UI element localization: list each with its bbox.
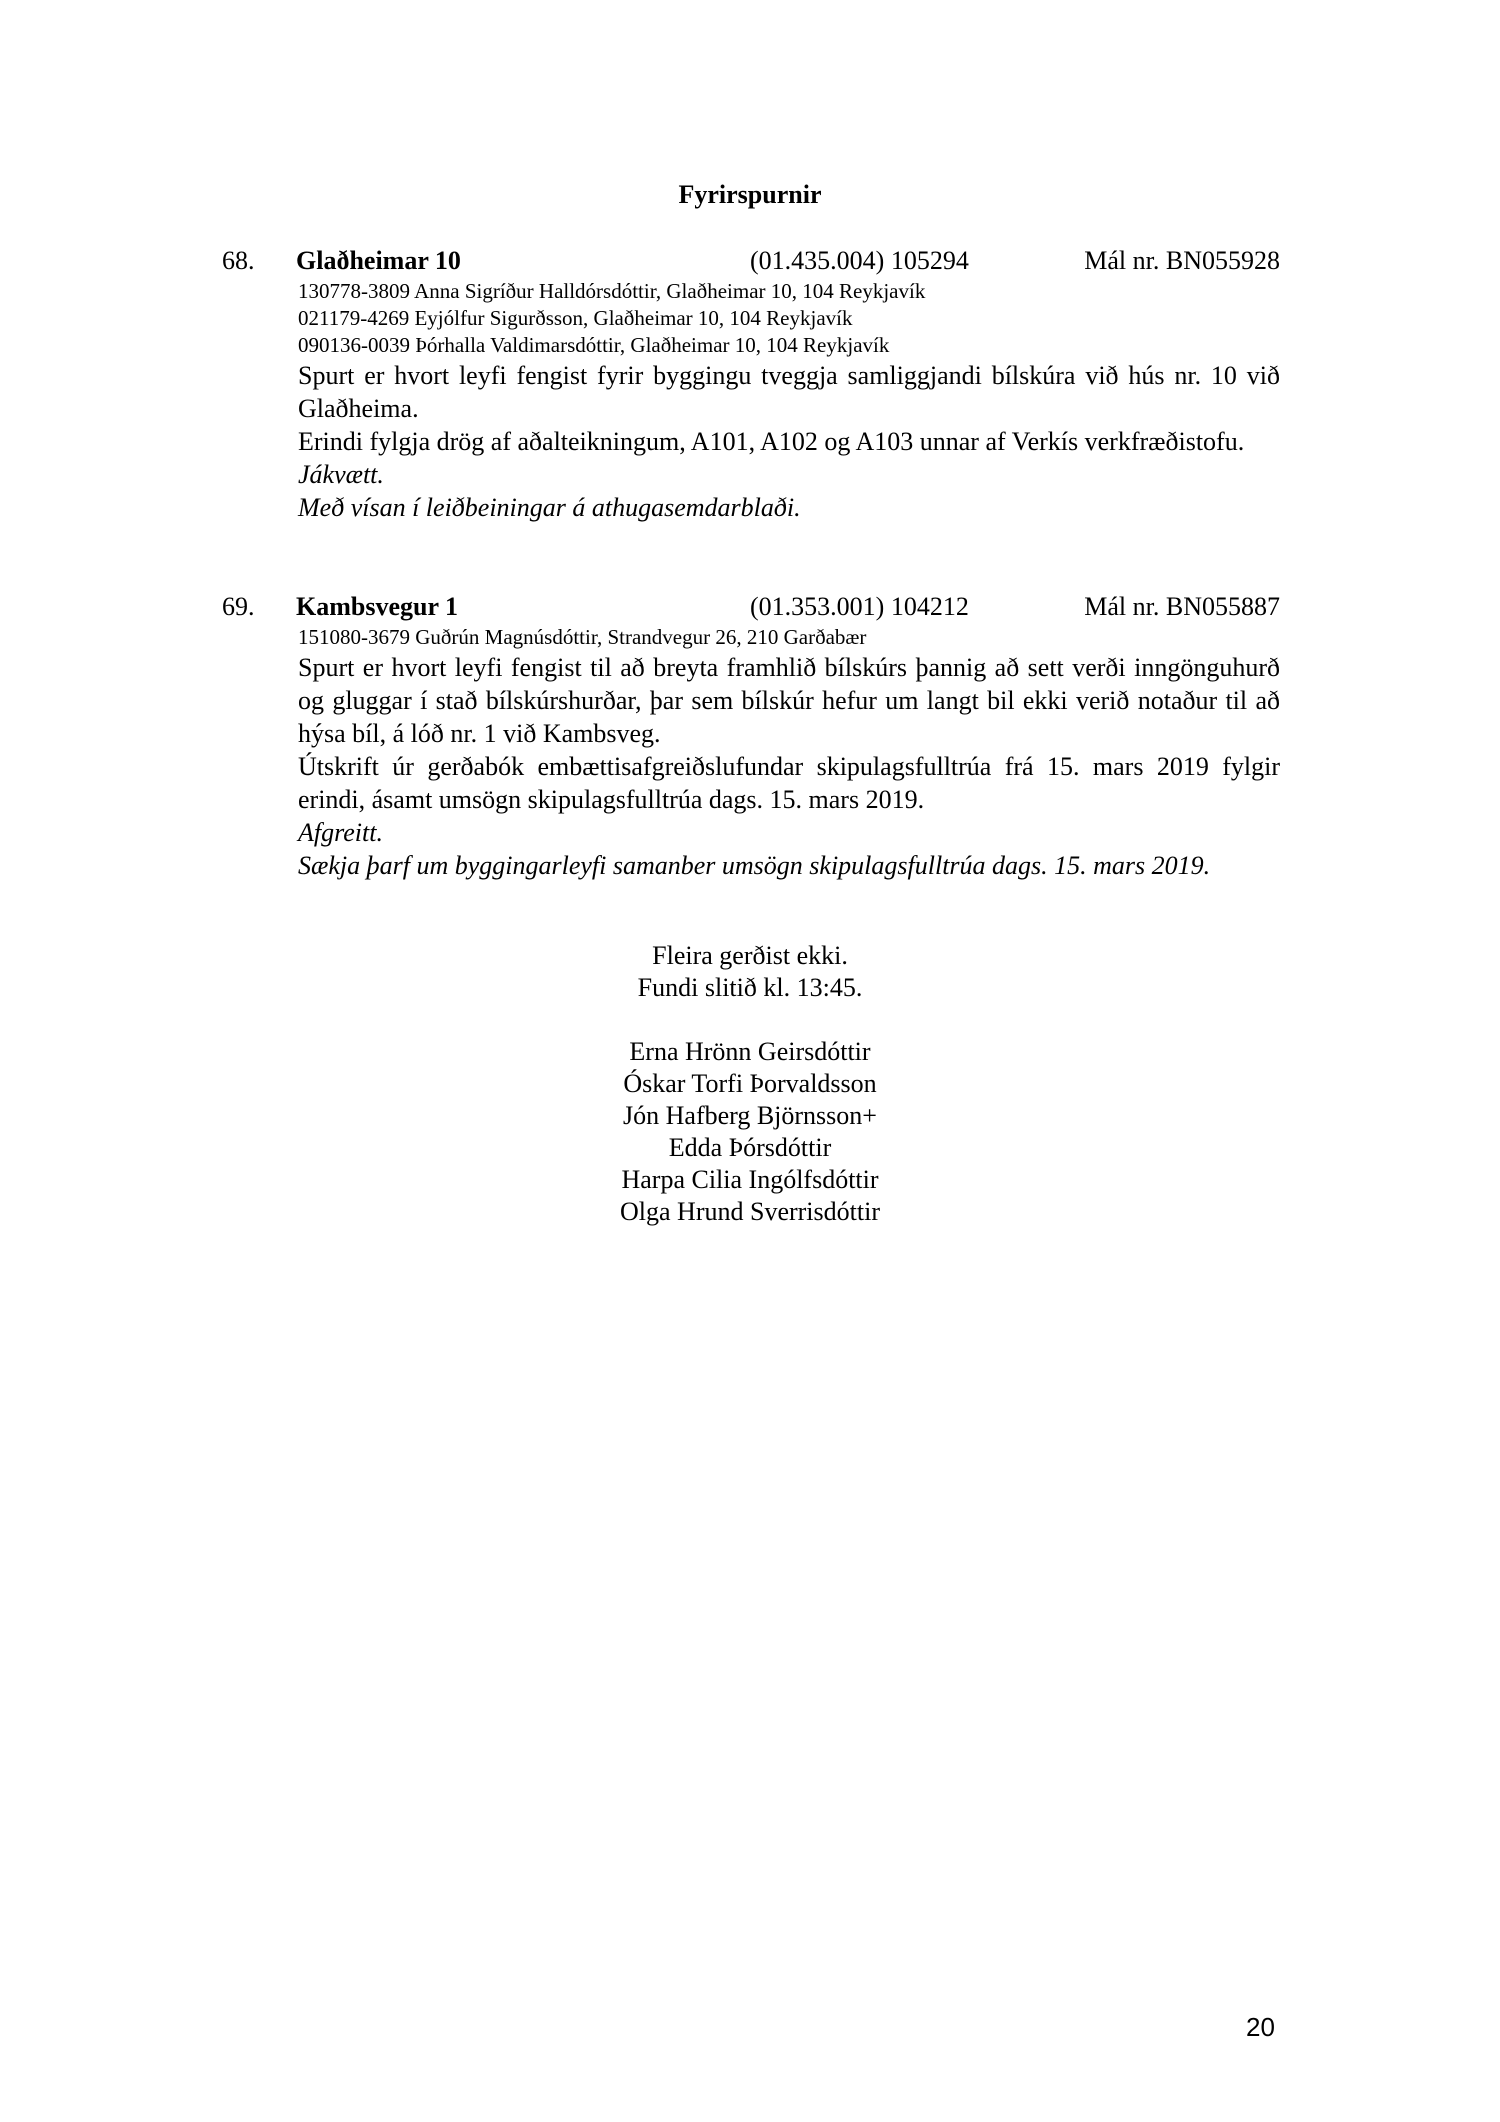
description-paragraph: Erindi fylgja drög af aðalteikningum, A101, A102 og A103 unnar af Verkís verkfræðistofu. bbox=[298, 427, 1245, 456]
closing-block bbox=[0, 940, 1500, 1004]
signatory: Jón Hafberg Björnsson+ bbox=[623, 1101, 877, 1130]
signatory: Erna Hrönn Geirsdóttir bbox=[629, 1037, 871, 1066]
signatory: Olga Hrund Sverrisdóttir bbox=[620, 1197, 880, 1226]
section-title: Fyrirspurnir bbox=[678, 180, 822, 209]
meeting-end-line: Fundi slitið kl. 13:45. bbox=[637, 973, 863, 1002]
item-address: Glaðheimar 10 bbox=[296, 246, 461, 275]
agenda-item-69 bbox=[222, 590, 1280, 882]
closing-line: Fleira gerðist ekki. bbox=[652, 941, 848, 970]
item-number: 69. bbox=[222, 592, 255, 621]
description-paragraph: Spurt er hvort leyfi fengist til að breyta framhlið bílskúrs þannig að sett verði inngönguhurð og gluggar í stað bílskúrshurðar, þar sem bílskúr hefur um langt bil ekki verið notaður til að hýsa bíl, á lóð nr. 1 við Kambsveg. bbox=[298, 653, 1280, 748]
decision-status: Jákvætt. bbox=[298, 460, 384, 489]
item-number: 68. bbox=[222, 246, 255, 275]
signatory: Óskar Torfi Þorvaldsson bbox=[623, 1069, 877, 1098]
item-case-number: Mál nr. BN055928 bbox=[1084, 246, 1280, 275]
item-body bbox=[298, 624, 1280, 882]
applicant-line: 151080-3679 Guðrún Magnúsdóttir, Strandvegur 26, 210 Garðabær bbox=[298, 625, 867, 649]
decision-status: Afgreitt. bbox=[298, 818, 383, 847]
description-paragraph: Útskrift úr gerðabók embættisafgreiðslufundar skipulagsfulltrúa frá 15. mars 2019 fylgir erindi, ásamt umsögn skipulagsfulltrúa dags. 15. mars 2019. bbox=[298, 752, 1280, 814]
item-land-id: (01.353.001) 104212 bbox=[750, 592, 969, 621]
item-case-number: Mál nr. BN055887 bbox=[1084, 592, 1280, 621]
item-header bbox=[222, 590, 1280, 624]
agenda-item-68 bbox=[222, 244, 1280, 524]
applicant-line: 090136-0039 Þórhalla Valdimarsdóttir, Glaðheimar 10, 104 Reykjavík bbox=[298, 333, 890, 357]
item-address: Kambsvegur 1 bbox=[296, 592, 459, 621]
description-paragraph: Spurt er hvort leyfi fengist fyrir byggingu tveggja samliggjandi bílskúra við hús nr. 10 við Glaðheima. bbox=[298, 361, 1280, 423]
applicant-line: 130778-3809 Anna Sigríður Halldórsdóttir, Glaðheimar 10, 104 Reykjavík bbox=[298, 279, 926, 303]
signatory: Edda Þórsdóttir bbox=[668, 1133, 832, 1162]
signatories-block bbox=[0, 1036, 1500, 1228]
page-number: 20 bbox=[1246, 2012, 1275, 2042]
item-header bbox=[222, 244, 1280, 278]
signatory: Harpa Cilia Ingólfsdóttir bbox=[621, 1165, 879, 1194]
applicant-line: 021179-4269 Eyjólfur Sigurðsson, Glaðheimar 10, 104 Reykjavík bbox=[298, 306, 853, 330]
decision-note: Með vísan í leiðbeiningar á athugasemdarblaði. bbox=[298, 493, 801, 522]
decision-note: Sækja þarf um byggingarleyfi samanber umsögn skipulagsfulltrúa dags. 15. mars 2019. bbox=[298, 851, 1211, 880]
item-body bbox=[298, 278, 1280, 524]
item-land-id: (01.435.004) 105294 bbox=[750, 246, 969, 275]
